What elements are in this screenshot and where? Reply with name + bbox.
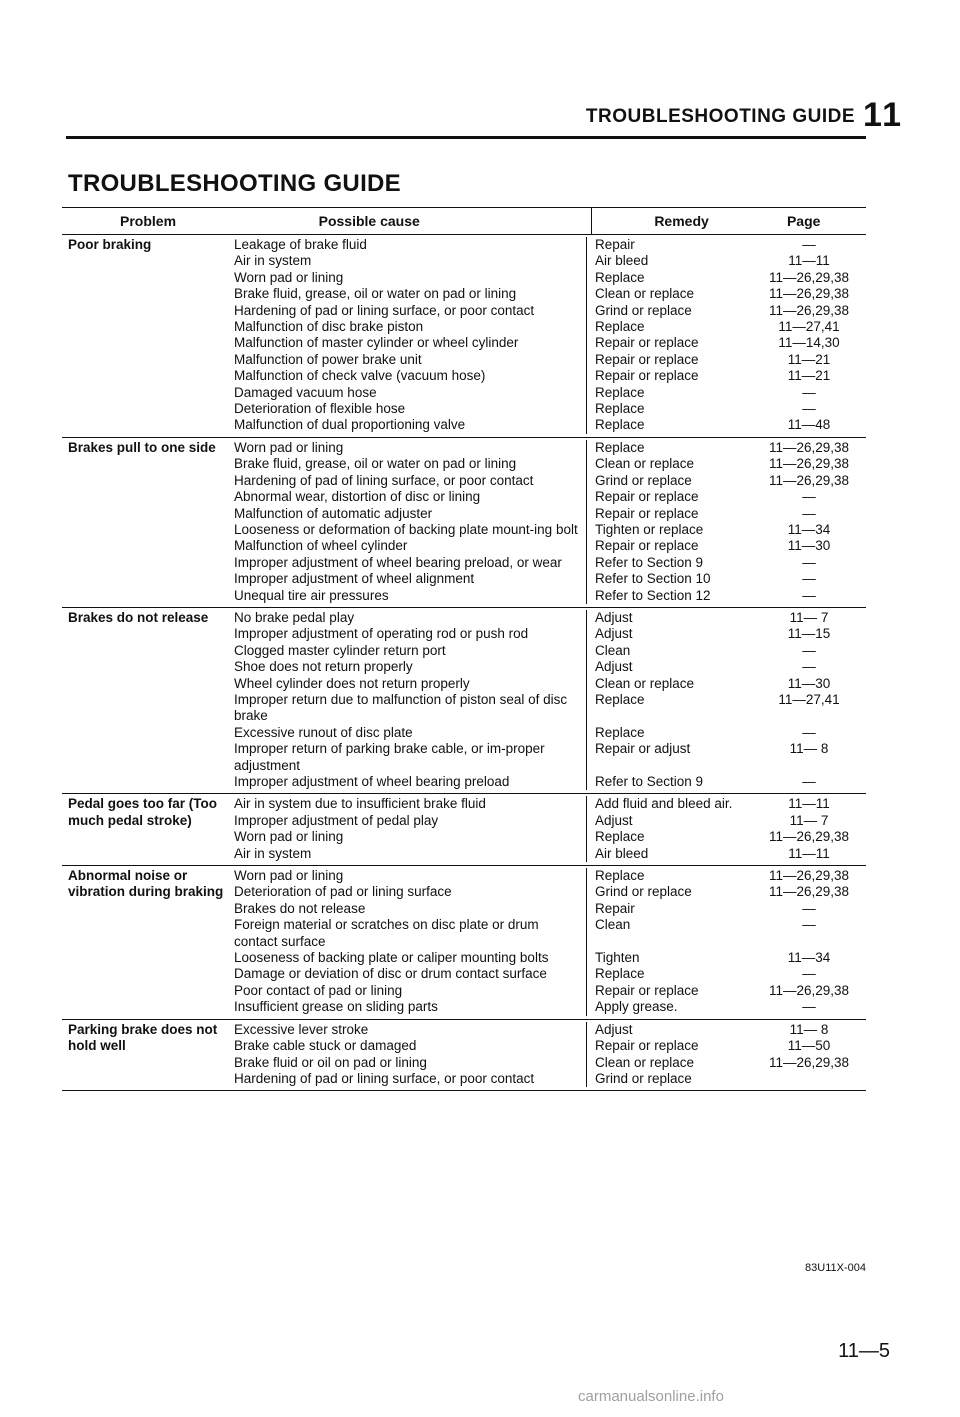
table-row — [230, 813, 866, 829]
table-row — [230, 966, 866, 982]
page-cell: 11—26,29,38 — [768, 829, 850, 845]
remedy-cell: Adjust — [586, 1022, 756, 1038]
cause-cell: Looseness of backing plate or caliper mounting bolts — [234, 950, 549, 966]
problem-group — [62, 1020, 866, 1092]
cause-cell: Deterioration of flexible hose — [234, 401, 406, 417]
table-row — [230, 884, 866, 900]
header-rule — [66, 136, 866, 139]
table-row — [230, 270, 866, 286]
remedy-cell: Repair or replace — [586, 538, 756, 554]
table-row — [230, 335, 866, 351]
cause-cell: Brake fluid, grease, oil or water on pad or lining — [234, 286, 517, 302]
table-row — [230, 999, 866, 1015]
table-row — [230, 950, 866, 966]
remedy-cell: Clean or replace — [586, 456, 756, 472]
cause-rows — [230, 610, 866, 790]
page-cell: 11—11 — [788, 253, 830, 269]
table-body — [62, 235, 866, 1091]
section-heading — [586, 96, 903, 135]
problem-cell: Parking brake does not hold well — [68, 1021, 218, 1054]
page-cell: — — [802, 384, 816, 400]
column-header-remedy: Remedy — [591, 208, 767, 234]
cause-cell: Improper adjustment of operating rod or push rod — [234, 626, 529, 642]
remedy-cell: Grind or replace — [586, 473, 756, 489]
table-row — [230, 610, 866, 626]
remedy-cell: Replace — [586, 401, 756, 417]
cause-cell: Insufficient grease on sliding parts — [234, 999, 438, 1015]
table-row — [230, 237, 866, 253]
problem-group — [62, 438, 866, 608]
page-cell: 11—26,29,38 — [768, 868, 850, 884]
cause-cell: Malfunction of master cylinder or wheel cylinder — [234, 335, 519, 351]
cause-cell: Wheel cylinder does not return properly — [234, 675, 470, 691]
remedy-cell: Replace — [586, 385, 756, 401]
remedy-cell: Repair or replace — [586, 983, 756, 999]
page-cell: 11—27,41 — [778, 319, 840, 335]
page-cell: 11— 7 — [789, 609, 829, 625]
cause-cell: Brake fluid or oil on pad or lining — [234, 1054, 427, 1070]
cause-cell: Malfunction of automatic adjuster — [234, 505, 433, 521]
column-header-cause: Possible cause — [318, 213, 420, 229]
remedy-cell: Repair or replace — [586, 335, 756, 351]
table-row — [230, 983, 866, 999]
remedy-cell: Repair or replace — [586, 489, 756, 505]
remedy-cell: Air bleed — [586, 253, 756, 269]
page-cell: 11—26,29,38 — [768, 982, 850, 998]
page-cell: — — [802, 774, 816, 789]
remedy-cell: Tighten or replace — [586, 522, 756, 538]
page-cell: — — [802, 237, 816, 252]
table-row — [230, 571, 866, 587]
table-row — [230, 319, 866, 335]
table-row — [230, 253, 866, 269]
page-cell: — — [802, 966, 816, 982]
cause-cell: Hardening of pad or lining surface, or poor contact — [234, 1070, 535, 1086]
remedy-cell: Grind or replace — [586, 1071, 756, 1087]
problem-cell: Brakes do not release — [68, 609, 209, 625]
table-row — [230, 401, 866, 417]
page-cell: 11—26,29,38 — [768, 456, 850, 472]
cause-cell: Damage or deviation of disc or drum contact surface — [234, 966, 547, 982]
cause-cell: Worn pad or lining — [234, 439, 344, 455]
cause-cell: Malfunction of disc brake piston — [234, 319, 424, 335]
page-cell: 11—34 — [787, 950, 831, 966]
remedy-cell: Grind or replace — [586, 303, 756, 319]
remedy-cell: Adjust — [586, 626, 756, 642]
page-cell: 11—26,29,38 — [768, 884, 850, 900]
cause-cell: Brake fluid, grease, oil or water on pad or lining — [234, 456, 517, 472]
problem-group — [62, 794, 866, 866]
page-cell: 11—27,41 — [778, 691, 840, 707]
table-row — [230, 588, 866, 604]
table-row — [230, 1038, 866, 1054]
table-row — [230, 741, 866, 774]
cause-rows — [230, 796, 866, 862]
remedy-cell: Refer to Section 9 — [586, 555, 756, 571]
table-row — [230, 901, 866, 917]
page-cell: 11—21 — [787, 368, 831, 384]
cause-cell: Leakage of brake fluid — [234, 237, 367, 252]
remedy-cell: Replace — [586, 319, 756, 335]
cause-cell: Worn pad or lining — [234, 868, 344, 884]
cause-cell: Clogged master cylinder return port — [234, 642, 446, 658]
cause-cell: Unequal tire air pressures — [234, 587, 389, 603]
page-cell: 11—30 — [787, 675, 831, 691]
remedy-cell: Adjust — [586, 610, 756, 626]
remedy-cell: Replace — [586, 966, 756, 982]
problem-cell: Poor braking — [68, 237, 152, 252]
table-row — [230, 626, 866, 642]
table-row — [230, 440, 866, 456]
remedy-cell: Repair — [586, 237, 756, 253]
cause-cell: Abnormal wear, distortion of disc or lining — [234, 489, 481, 505]
table-row — [230, 286, 866, 302]
remedy-cell: Repair or replace — [586, 352, 756, 368]
cause-cell: Looseness or deformation of backing plate mount-ing bolt — [234, 521, 578, 537]
page-title: TROUBLESHOOTING GUIDE — [68, 170, 401, 197]
page-cell: — — [802, 659, 816, 675]
remedy-cell: Replace — [586, 270, 756, 286]
page-cell: 11—26,29,38 — [768, 472, 850, 488]
remedy-cell: Repair — [586, 901, 756, 917]
table-row — [230, 643, 866, 659]
table-row — [230, 659, 866, 675]
cause-cell: Malfunction of dual proportioning valve — [234, 417, 466, 433]
cause-cell: Excessive runout of disc plate — [234, 724, 413, 740]
table-row — [230, 1022, 866, 1038]
table-row — [230, 385, 866, 401]
page-cell: — — [802, 642, 816, 658]
cause-cell: Hardening of pad or lining surface, or poor contact — [234, 302, 535, 318]
table-row — [230, 725, 866, 741]
problem-cell: Brakes pull to one side — [68, 439, 216, 455]
page-cell: 11—26,29,38 — [768, 269, 850, 285]
cause-cell: Brake cable stuck or damaged — [234, 1038, 417, 1054]
cause-rows — [230, 237, 866, 434]
page-cell: 11—11 — [788, 845, 830, 861]
page-cell: 11—26,29,38 — [768, 302, 850, 318]
table-row — [230, 303, 866, 319]
table-row — [230, 352, 866, 368]
problem-group — [62, 235, 866, 438]
cause-cell: Improper return of parking brake cable, or im-proper adjustment — [234, 741, 545, 773]
page-cell: 11—34 — [787, 521, 831, 537]
remedy-cell: Repair or replace — [586, 506, 756, 522]
cause-cell: Improper adjustment of pedal play — [234, 812, 439, 828]
remedy-cell: Clean or replace — [586, 1055, 756, 1071]
remedy-cell: Replace — [586, 868, 756, 884]
cause-cell: Air in system — [234, 253, 312, 269]
cause-rows — [230, 1022, 866, 1088]
page-cell: — — [802, 505, 816, 521]
cause-cell: Shoe does not return properly — [234, 659, 413, 675]
table-row — [230, 676, 866, 692]
remedy-cell: Repair or replace — [586, 368, 756, 384]
remedy-cell: Air bleed — [586, 846, 756, 862]
problem-group — [62, 866, 866, 1020]
remedy-cell: Replace — [586, 692, 756, 725]
cause-rows — [230, 440, 866, 604]
section-number: 11 — [863, 96, 903, 134]
remedy-cell: Adjust — [586, 813, 756, 829]
cause-cell: Damaged vacuum hose — [234, 384, 377, 400]
page-cell: — — [802, 554, 816, 570]
problem-cell: Pedal goes too far (Too much pedal stroke) — [68, 796, 218, 828]
page-cell: — — [802, 917, 816, 933]
table-row — [230, 774, 866, 790]
cause-cell: Poor contact of pad or lining — [234, 982, 403, 998]
page-cell: 11—15 — [787, 626, 831, 642]
table-row — [230, 555, 866, 571]
cause-cell: Foreign material or scratches on disc plate or drum contact surface — [234, 917, 539, 949]
cause-cell: Malfunction of check valve (vacuum hose) — [234, 368, 486, 384]
table-row — [230, 868, 866, 884]
table-row — [230, 846, 866, 862]
column-header-problem: Problem — [120, 213, 177, 229]
section-title: TROUBLESHOOTING GUIDE — [585, 106, 856, 127]
table-row — [230, 829, 866, 845]
remedy-cell: Apply grease. — [586, 999, 756, 1015]
page-cell — [756, 1071, 862, 1087]
table-row — [230, 692, 866, 725]
remedy-cell: Refer to Section 10 — [586, 571, 756, 587]
page-cell: — — [802, 900, 816, 916]
page-cell: 11—21 — [787, 351, 831, 367]
cause-cell: Malfunction of power brake unit — [234, 351, 422, 367]
cause-cell: Excessive lever stroke — [234, 1021, 369, 1037]
troubleshooting-table — [62, 207, 866, 1091]
cause-cell: Deterioration of pad or lining surface — [234, 884, 452, 900]
table-row — [230, 417, 866, 433]
cause-cell: Air in system due to insufficient brake fluid — [234, 796, 486, 812]
remedy-cell: Replace — [586, 417, 756, 433]
page-cell: 11—26,29,38 — [768, 286, 850, 302]
remedy-cell: Add fluid and bleed air. — [586, 796, 756, 812]
table-row — [230, 796, 866, 812]
page-cell: — — [802, 999, 816, 1015]
cause-cell: No brake pedal play — [234, 609, 355, 625]
remedy-cell: Tighten — [586, 950, 756, 966]
cause-cell: Improper return due to malfunction of piston seal of disc brake — [234, 691, 568, 724]
remedy-cell: Repair or replace — [586, 1038, 756, 1054]
cause-cell: Air in system — [234, 845, 312, 861]
problem-cell: Abnormal noise or vibration during braking — [68, 868, 224, 900]
remedy-cell: Grind or replace — [586, 884, 756, 900]
remedy-cell: Replace — [586, 725, 756, 741]
table-row — [230, 522, 866, 538]
remedy-cell: Refer to Section 12 — [586, 588, 756, 604]
remedy-cell: Clean — [586, 917, 756, 950]
cause-cell: Worn pad or lining — [234, 269, 344, 285]
page-cell: 11—26,29,38 — [768, 1054, 850, 1070]
remedy-cell: Refer to Section 9 — [586, 774, 756, 790]
table-row — [230, 506, 866, 522]
table-row — [230, 538, 866, 554]
cause-rows — [230, 868, 866, 1016]
remedy-cell: Clean or replace — [586, 676, 756, 692]
page-cell: — — [802, 489, 816, 505]
table-row — [230, 1071, 866, 1087]
remedy-cell: Clean or replace — [586, 286, 756, 302]
page-cell: 11—11 — [788, 796, 830, 812]
table-row — [230, 1055, 866, 1071]
cause-cell: Hardening of pad of lining surface, or poor contact — [234, 472, 534, 488]
table-header-row — [62, 207, 866, 235]
cause-cell: Improper adjustment of wheel alignment — [234, 571, 475, 587]
page-cell: 11— 7 — [789, 812, 829, 828]
page-cell: 11—48 — [787, 417, 831, 433]
page-cell: — — [802, 724, 816, 740]
table-row — [230, 917, 866, 950]
page-cell: 11—14,30 — [778, 335, 840, 351]
page-cell: — — [802, 401, 816, 417]
table-row — [230, 456, 866, 472]
page-cell: 11— 8 — [789, 1021, 829, 1037]
remedy-cell: Repair or adjust — [586, 741, 756, 774]
table-row — [230, 368, 866, 384]
remedy-cell: Adjust — [586, 659, 756, 675]
remedy-cell: Clean — [586, 643, 756, 659]
table-row — [230, 489, 866, 505]
cause-cell: Worn pad or lining — [234, 829, 344, 845]
cause-cell: Improper adjustment of wheel bearing preload, or wear — [234, 554, 562, 570]
column-header-page: Page — [786, 213, 821, 229]
cause-cell: Improper adjustment of wheel bearing preload — [234, 774, 510, 789]
cause-cell: Malfunction of wheel cylinder — [234, 538, 408, 554]
watermark: carmanualsonline.info — [578, 1388, 724, 1405]
page-cell: — — [802, 571, 816, 587]
problem-group — [62, 608, 866, 794]
page-cell: 11—30 — [787, 538, 831, 554]
page-cell: 11— 8 — [789, 741, 829, 757]
cause-cell: Brakes do not release — [234, 900, 366, 916]
page-number: 11—5 — [838, 1340, 890, 1362]
page-cell: 11—26,29,38 — [768, 439, 850, 455]
table-row — [230, 473, 866, 489]
figure-code: 83U11X-004 — [805, 1262, 866, 1274]
page-cell: — — [802, 587, 816, 603]
remedy-cell: Replace — [586, 829, 756, 845]
page-cell: 11—50 — [787, 1038, 831, 1054]
remedy-cell: Replace — [586, 440, 756, 456]
